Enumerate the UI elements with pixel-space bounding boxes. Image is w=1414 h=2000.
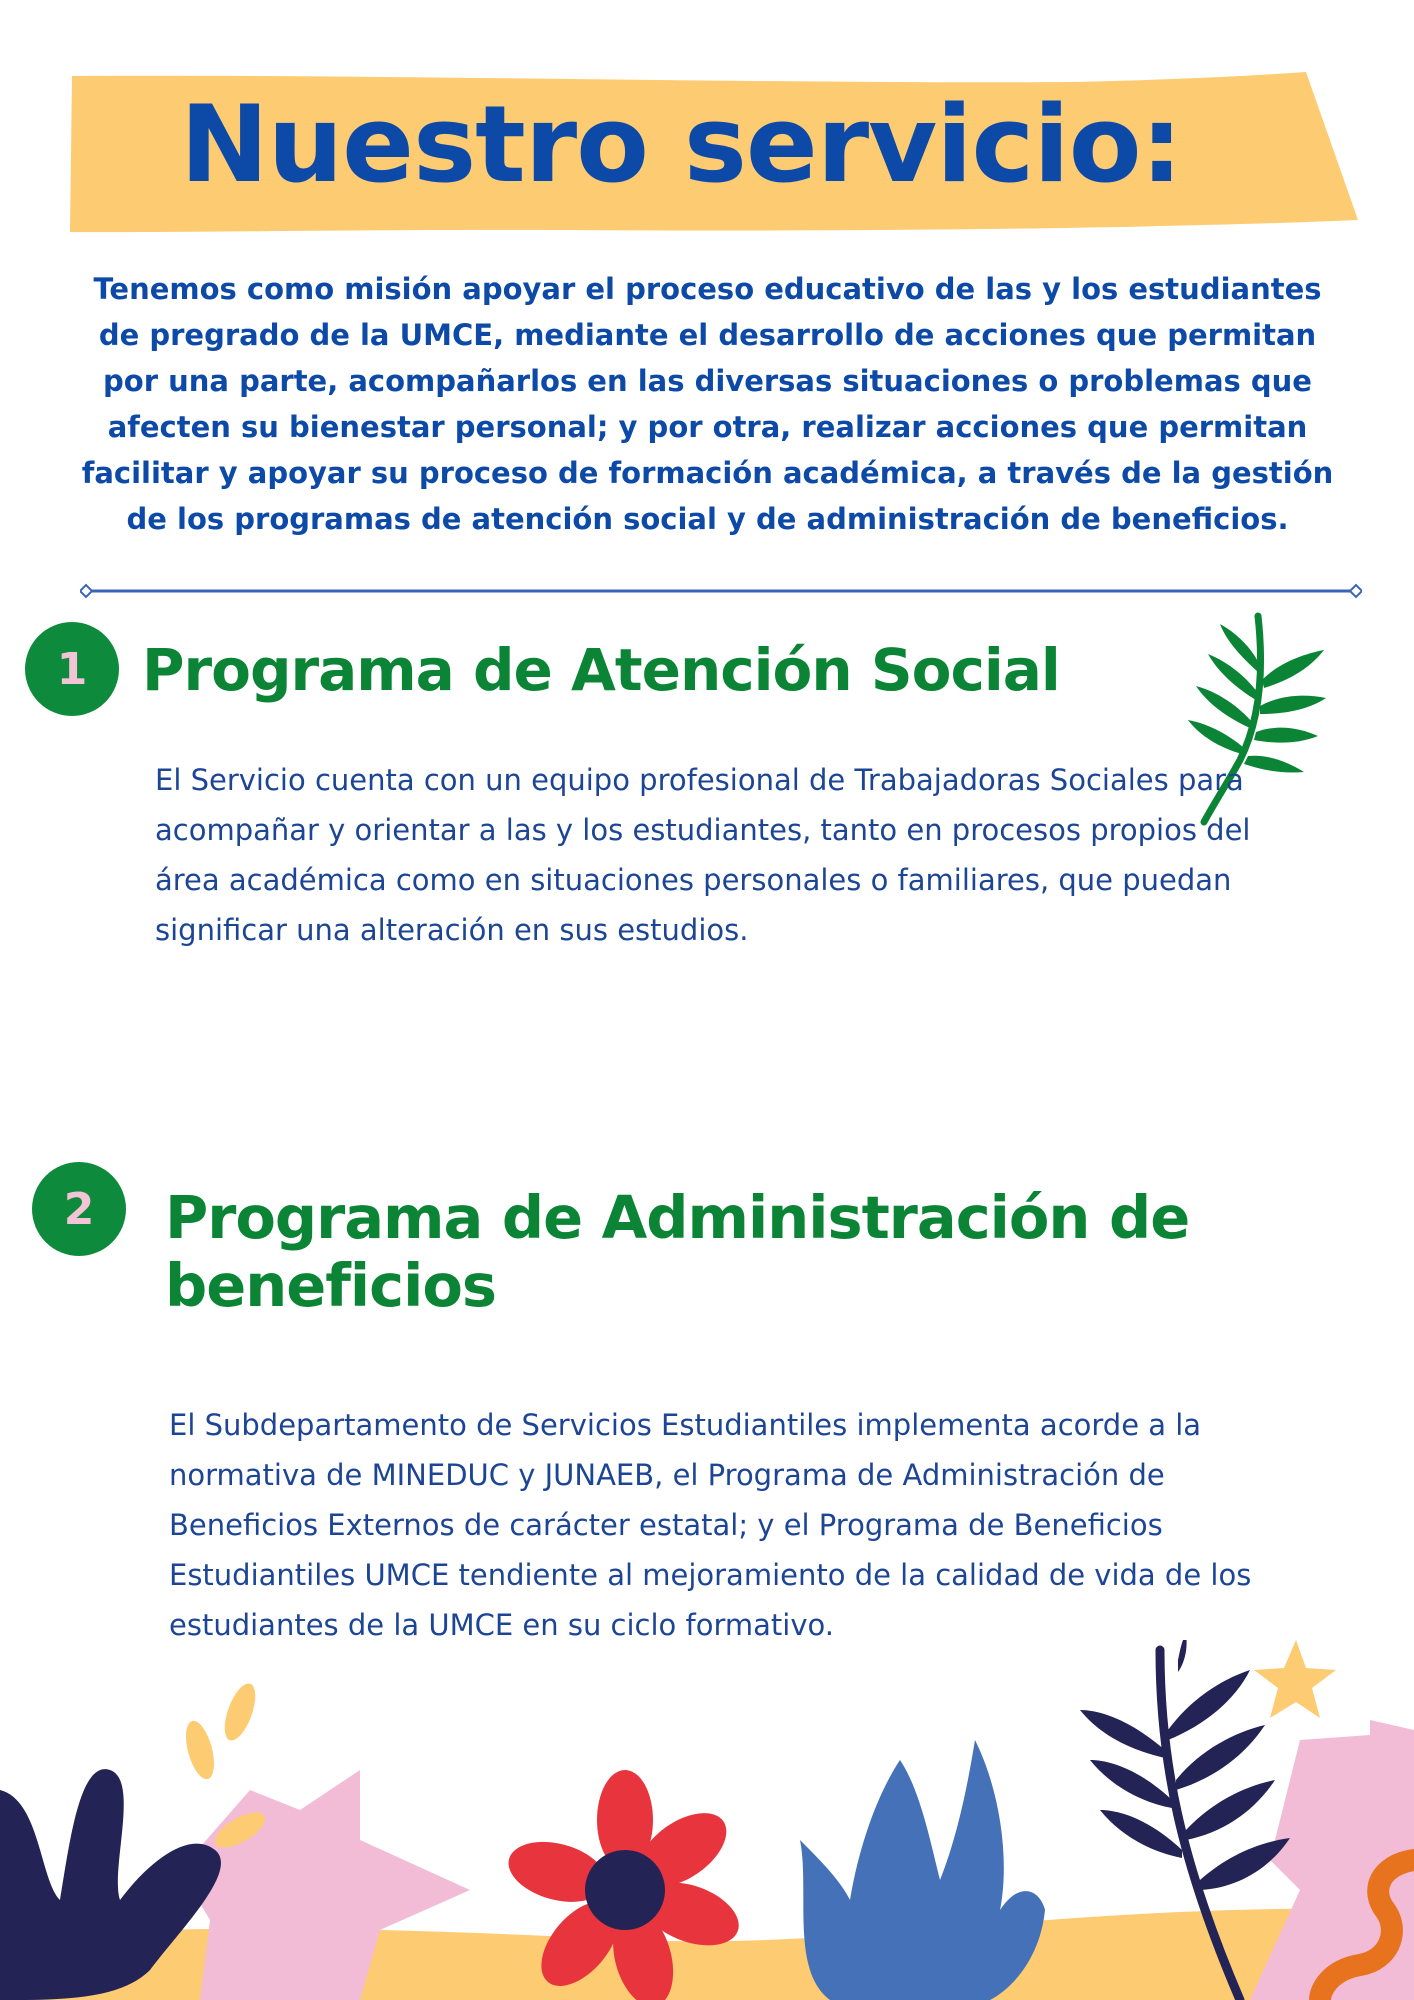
section-number-badge: 1 bbox=[25, 622, 119, 716]
section-number-badge: 2 bbox=[32, 1162, 126, 1256]
section-title: Programa de Administración de beneficios bbox=[165, 1183, 1190, 1320]
mission-statement: Tenemos como misión apoyar el proceso educativo de las y los estudiantes de pregrado de la UMCE, mediante el desarrollo de acciones que permitan por una parte, acompañarlos en las diversas situaciones o problemas que afecten su bienestar personal; y por otra, realizar acciones que permitan facilitar y apoyar su proceso de formación académica, a través de la gestión de los programas de atención social y de administración de beneficios. bbox=[81, 272, 1334, 536]
section-body: El Servicio cuenta con un equipo profesional de Trabajadoras Sociales para acompañar y orientar a las y los estudiantes, tanto en procesos propios del área académica como en situaciones personales o familiares, que puedan significar una alteración en sus estudios. bbox=[155, 763, 1251, 947]
section-body: El Subdepartamento de Servicios Estudiantiles implementa acorde a la normativa de MINEDUC y JUNAEB, el Programa de Administración de Beneficios Externos de carácter estatal; y el Programa de Beneficios Estudiantiles UMCE tendiente al mejoramiento de la calidad de vida de los estudiantes de la UMCE en su ciclo formativo. bbox=[169, 1408, 1252, 1642]
divider bbox=[80, 583, 1362, 599]
section-title: Programa de Atención Social bbox=[142, 636, 1060, 704]
page-title: Nuestro servicio: bbox=[180, 83, 1182, 206]
floral-decoration bbox=[0, 1640, 1414, 2000]
